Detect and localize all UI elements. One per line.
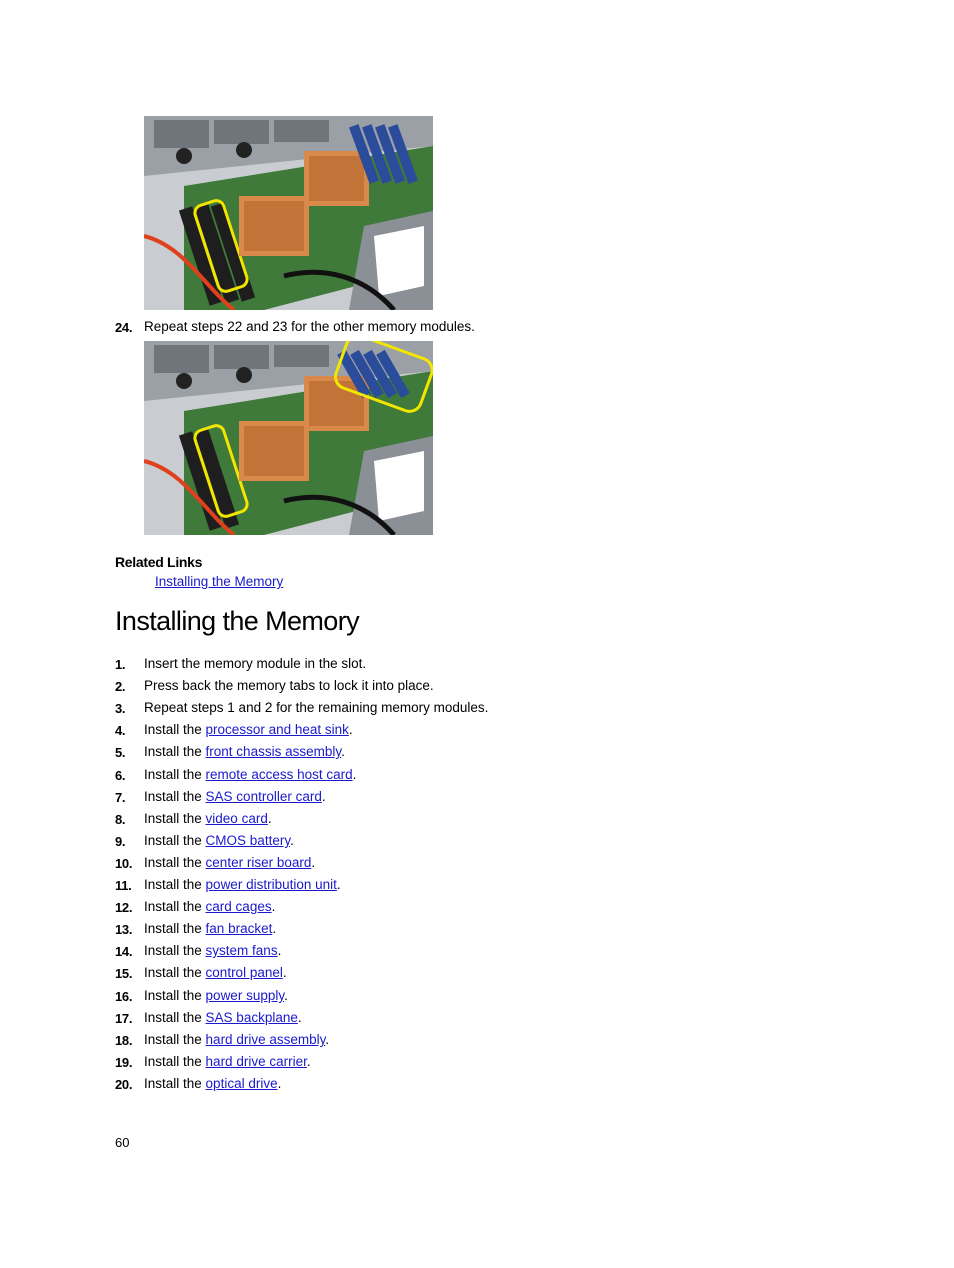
step-link[interactable]: system fans: [205, 943, 278, 958]
step-number: 14.: [115, 944, 133, 959]
step-number: 1.: [115, 657, 126, 672]
step-text-pre: Install the: [144, 1076, 206, 1091]
step-link[interactable]: front chassis assembly: [205, 744, 342, 759]
step-text: [144, 744, 345, 759]
step-text-pre: Install the: [144, 722, 206, 737]
step-link[interactable]: video card: [205, 811, 268, 826]
step-text-pre: Install the: [144, 921, 206, 936]
step-text-pre: Install the: [144, 965, 206, 980]
step-text: [144, 943, 281, 958]
related-link-text[interactable]: Installing the Memory: [155, 574, 284, 589]
step-link[interactable]: optical drive: [205, 1076, 278, 1091]
step-text: [144, 811, 272, 826]
step-number: 6.: [115, 768, 126, 783]
step-text-pre: Install the: [144, 811, 206, 826]
step-link[interactable]: center riser board: [205, 855, 312, 870]
step-text-pre: Install the: [144, 767, 206, 782]
step-link[interactable]: remote access host card: [205, 767, 353, 782]
page-number: 60: [115, 1135, 130, 1150]
step-text-pre: Install the: [144, 943, 206, 958]
step-text-pre: Repeat steps 1 and 2 for the remaining memory modules.: [144, 700, 489, 715]
step-link[interactable]: SAS controller card: [205, 789, 322, 804]
step-link[interactable]: control panel: [205, 965, 283, 980]
server-interior-illustration: [144, 116, 433, 310]
step-text-post: .: [311, 855, 316, 870]
step-text: [144, 921, 276, 936]
step-link[interactable]: card cages: [205, 899, 272, 914]
step-text: Repeat steps 22 and 23 for the other memory modules.: [144, 319, 475, 334]
step-link[interactable]: power supply: [205, 988, 285, 1003]
step-text-post: .: [277, 943, 282, 958]
step-text-pre: Install the: [144, 1010, 206, 1025]
step-text-pre: Install the: [144, 833, 206, 848]
step-text: [144, 899, 275, 914]
step-number: 8.: [115, 812, 126, 827]
step-number: 3.: [115, 701, 126, 716]
step-text: [144, 1032, 329, 1047]
step-text: [144, 965, 287, 980]
step-number: 2.: [115, 679, 126, 694]
step-number: 5.: [115, 745, 126, 760]
step-number: 9.: [115, 834, 126, 849]
step-number: 12.: [115, 900, 133, 915]
step-text-post: .: [290, 833, 294, 848]
step-number: 13.: [115, 922, 133, 937]
step-text: [144, 700, 488, 715]
step-number: 17.: [115, 1011, 133, 1026]
step-text: [144, 678, 434, 693]
step-text-pre: Install the: [144, 1032, 206, 1047]
step-text-pre: Install the: [144, 744, 206, 759]
step-text-post: .: [348, 722, 353, 737]
step-text: [144, 988, 288, 1003]
step-text: [144, 877, 341, 892]
step-text-pre: Install the: [144, 855, 206, 870]
step-text: [144, 855, 315, 870]
step-text: [144, 1076, 281, 1091]
step-text-post: .: [341, 744, 345, 759]
step-text-post: .: [267, 811, 272, 826]
related-links-heading: Related Links: [115, 554, 203, 570]
step-text: [144, 767, 356, 782]
step-number: 16.: [115, 989, 133, 1004]
step-text-post: .: [325, 1032, 330, 1047]
step-link[interactable]: SAS backplane: [205, 1010, 298, 1025]
step-text-post: .: [336, 877, 341, 892]
step-text-pre: Press back the memory tabs to lock it into place.: [144, 678, 434, 693]
step-text-pre: Install the: [144, 1054, 206, 1069]
step-text: [144, 789, 326, 804]
step-text-pre: Insert the memory module in the slot.: [144, 656, 367, 671]
step-link[interactable]: hard drive carrier: [205, 1054, 307, 1069]
step-text: [144, 1010, 302, 1025]
step-text: [144, 656, 366, 671]
step-text-post: .: [277, 1076, 282, 1091]
step-link[interactable]: CMOS battery: [205, 833, 291, 848]
memory-removal-photo-2: [144, 341, 433, 535]
step-number: 7.: [115, 790, 126, 805]
step-link[interactable]: power distribution unit: [205, 877, 337, 892]
step-text-post: .: [272, 921, 277, 936]
step-link[interactable]: processor and heat sink: [205, 722, 349, 737]
related-link-installing-memory[interactable]: [155, 574, 283, 589]
step-text-post: .: [352, 767, 357, 782]
step-text: [144, 833, 294, 848]
step-number: 4.: [115, 723, 126, 738]
step-text-post: .: [271, 899, 276, 914]
step-text-post: .: [297, 1010, 302, 1025]
step-number: 15.: [115, 966, 133, 981]
step-number: 11.: [115, 878, 132, 893]
step-text: [144, 1054, 311, 1069]
step-text-post: .: [306, 1054, 311, 1069]
step-link[interactable]: hard drive assembly: [205, 1032, 326, 1047]
step-number: 18.: [115, 1033, 133, 1048]
step-text-pre: Install the: [144, 988, 206, 1003]
step-link[interactable]: fan bracket: [205, 921, 273, 936]
step-text-post: .: [282, 965, 287, 980]
memory-removal-photo: [144, 116, 433, 310]
server-interior-illustration: [144, 341, 433, 535]
section-title: Installing the Memory: [115, 606, 360, 636]
step-text-pre: Install the: [144, 789, 206, 804]
step-text-post: .: [321, 789, 326, 804]
step-text-pre: Install the: [144, 877, 206, 892]
step-number: 10.: [115, 856, 133, 871]
step-text: [144, 722, 353, 737]
step-text-pre: Install the: [144, 899, 206, 914]
step-text-post: .: [284, 988, 288, 1003]
step-number: 24.: [115, 320, 133, 335]
step-number: 20.: [115, 1077, 133, 1092]
step-number: 19.: [115, 1055, 133, 1070]
